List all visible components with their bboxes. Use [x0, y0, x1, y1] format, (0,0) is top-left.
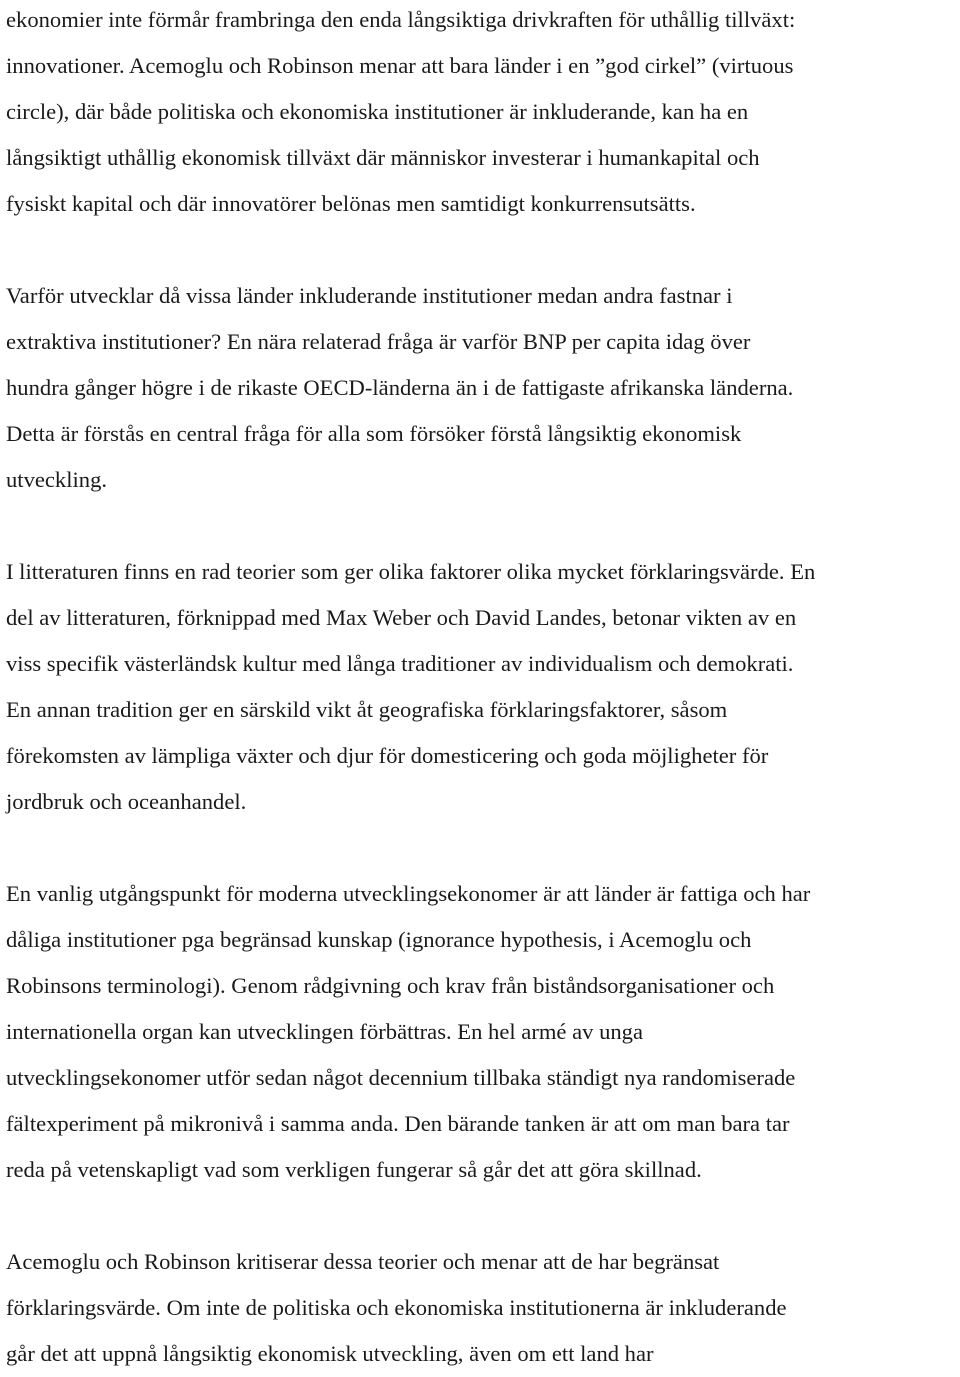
text-line: Detta är förstås en central fråga för alla som försöker förstå långsiktig ekonomisk: [6, 421, 742, 446]
text-line: Robinsons terminologi). Genom rådgivning och krav från biståndsorganisationer och: [6, 973, 775, 998]
text-line: del av litteraturen, förknippad med Max Weber och David Landes, betonar vikten av en: [6, 605, 797, 630]
text-line: utvecklingsekonomer utför sedan något decennium tillbaka ständigt nya randomiserade: [6, 1065, 796, 1090]
text-line: innovationer. Acemoglu och Robinson menar att bara länder i en ”god cirkel” (virtuous: [6, 53, 794, 78]
text-line: ekonomier inte förmår frambringa den enda långsiktiga drivkraften för uthållig tillväxt:: [6, 7, 796, 32]
text-line: förekomsten av lämpliga växter och djur för domesticering och goda möjligheter för: [6, 743, 769, 768]
text-line: En annan tradition ger en särskild vikt åt geografiska förklaringsfaktorer, såsom: [6, 697, 728, 722]
text-line: långsiktigt uthållig ekonomisk tillväxt där människor investerar i humankapital och: [6, 145, 760, 170]
paragraph-2: [6, 273, 958, 503]
text-line: dåliga institutioner pga begränsad kunskap (ignorance hypothesis, i Acemoglu och: [6, 927, 752, 952]
paragraph-4: [6, 871, 958, 1193]
paragraph-1: [6, 0, 958, 227]
text-line: hundra gånger högre i de rikaste OECD-länderna än i de fattigaste afrikanska länderna.: [6, 375, 794, 400]
text-line: jordbruk och oceanhandel.: [6, 789, 247, 814]
text-line: En vanlig utgångspunkt för moderna utvecklingsekonomer är att länder är fattiga och har: [6, 881, 811, 906]
text-line: viss specifik västerländsk kultur med långa traditioner av individualism och demokrati.: [6, 651, 794, 676]
text-line: fysiskt kapital och där innovatörer belönas men samtidigt konkurrensutsätts.: [6, 191, 696, 216]
text-line: går det att uppnå långsiktig ekonomisk utveckling, även om ett land har: [6, 1341, 654, 1366]
paragraph-5: [6, 1239, 958, 1377]
text-line: extraktiva institutioner? En nära relaterad fråga är varför BNP per capita idag över: [6, 329, 751, 354]
text-line: Acemoglu och Robinson kritiserar dessa teorier och menar att de har begränsat: [6, 1249, 720, 1274]
text-line: fältexperiment på mikronivå i samma anda. Den bärande tanken är att om man bara tar: [6, 1111, 790, 1136]
text-line: I litteraturen finns en rad teorier som ger olika faktorer olika mycket förklaringsvärde. En: [6, 559, 816, 584]
document-page: [6, 0, 958, 1377]
text-line: internationella organ kan utvecklingen förbättras. En hel armé av unga: [6, 1019, 643, 1044]
text-line: reda på vetenskapligt vad som verkligen fungerar så går det att göra skillnad.: [6, 1157, 702, 1182]
paragraph-3: [6, 549, 958, 825]
text-line: förklaringsvärde. Om inte de politiska och ekonomiska institutionerna är inkluderande: [6, 1295, 787, 1320]
text-line: circle), där både politiska och ekonomiska institutioner är inkluderande, kan ha en: [6, 99, 749, 124]
text-line: Varför utvecklar då vissa länder inkluderande institutioner medan andra fastnar i: [6, 283, 733, 308]
text-line: utveckling.: [6, 467, 108, 492]
